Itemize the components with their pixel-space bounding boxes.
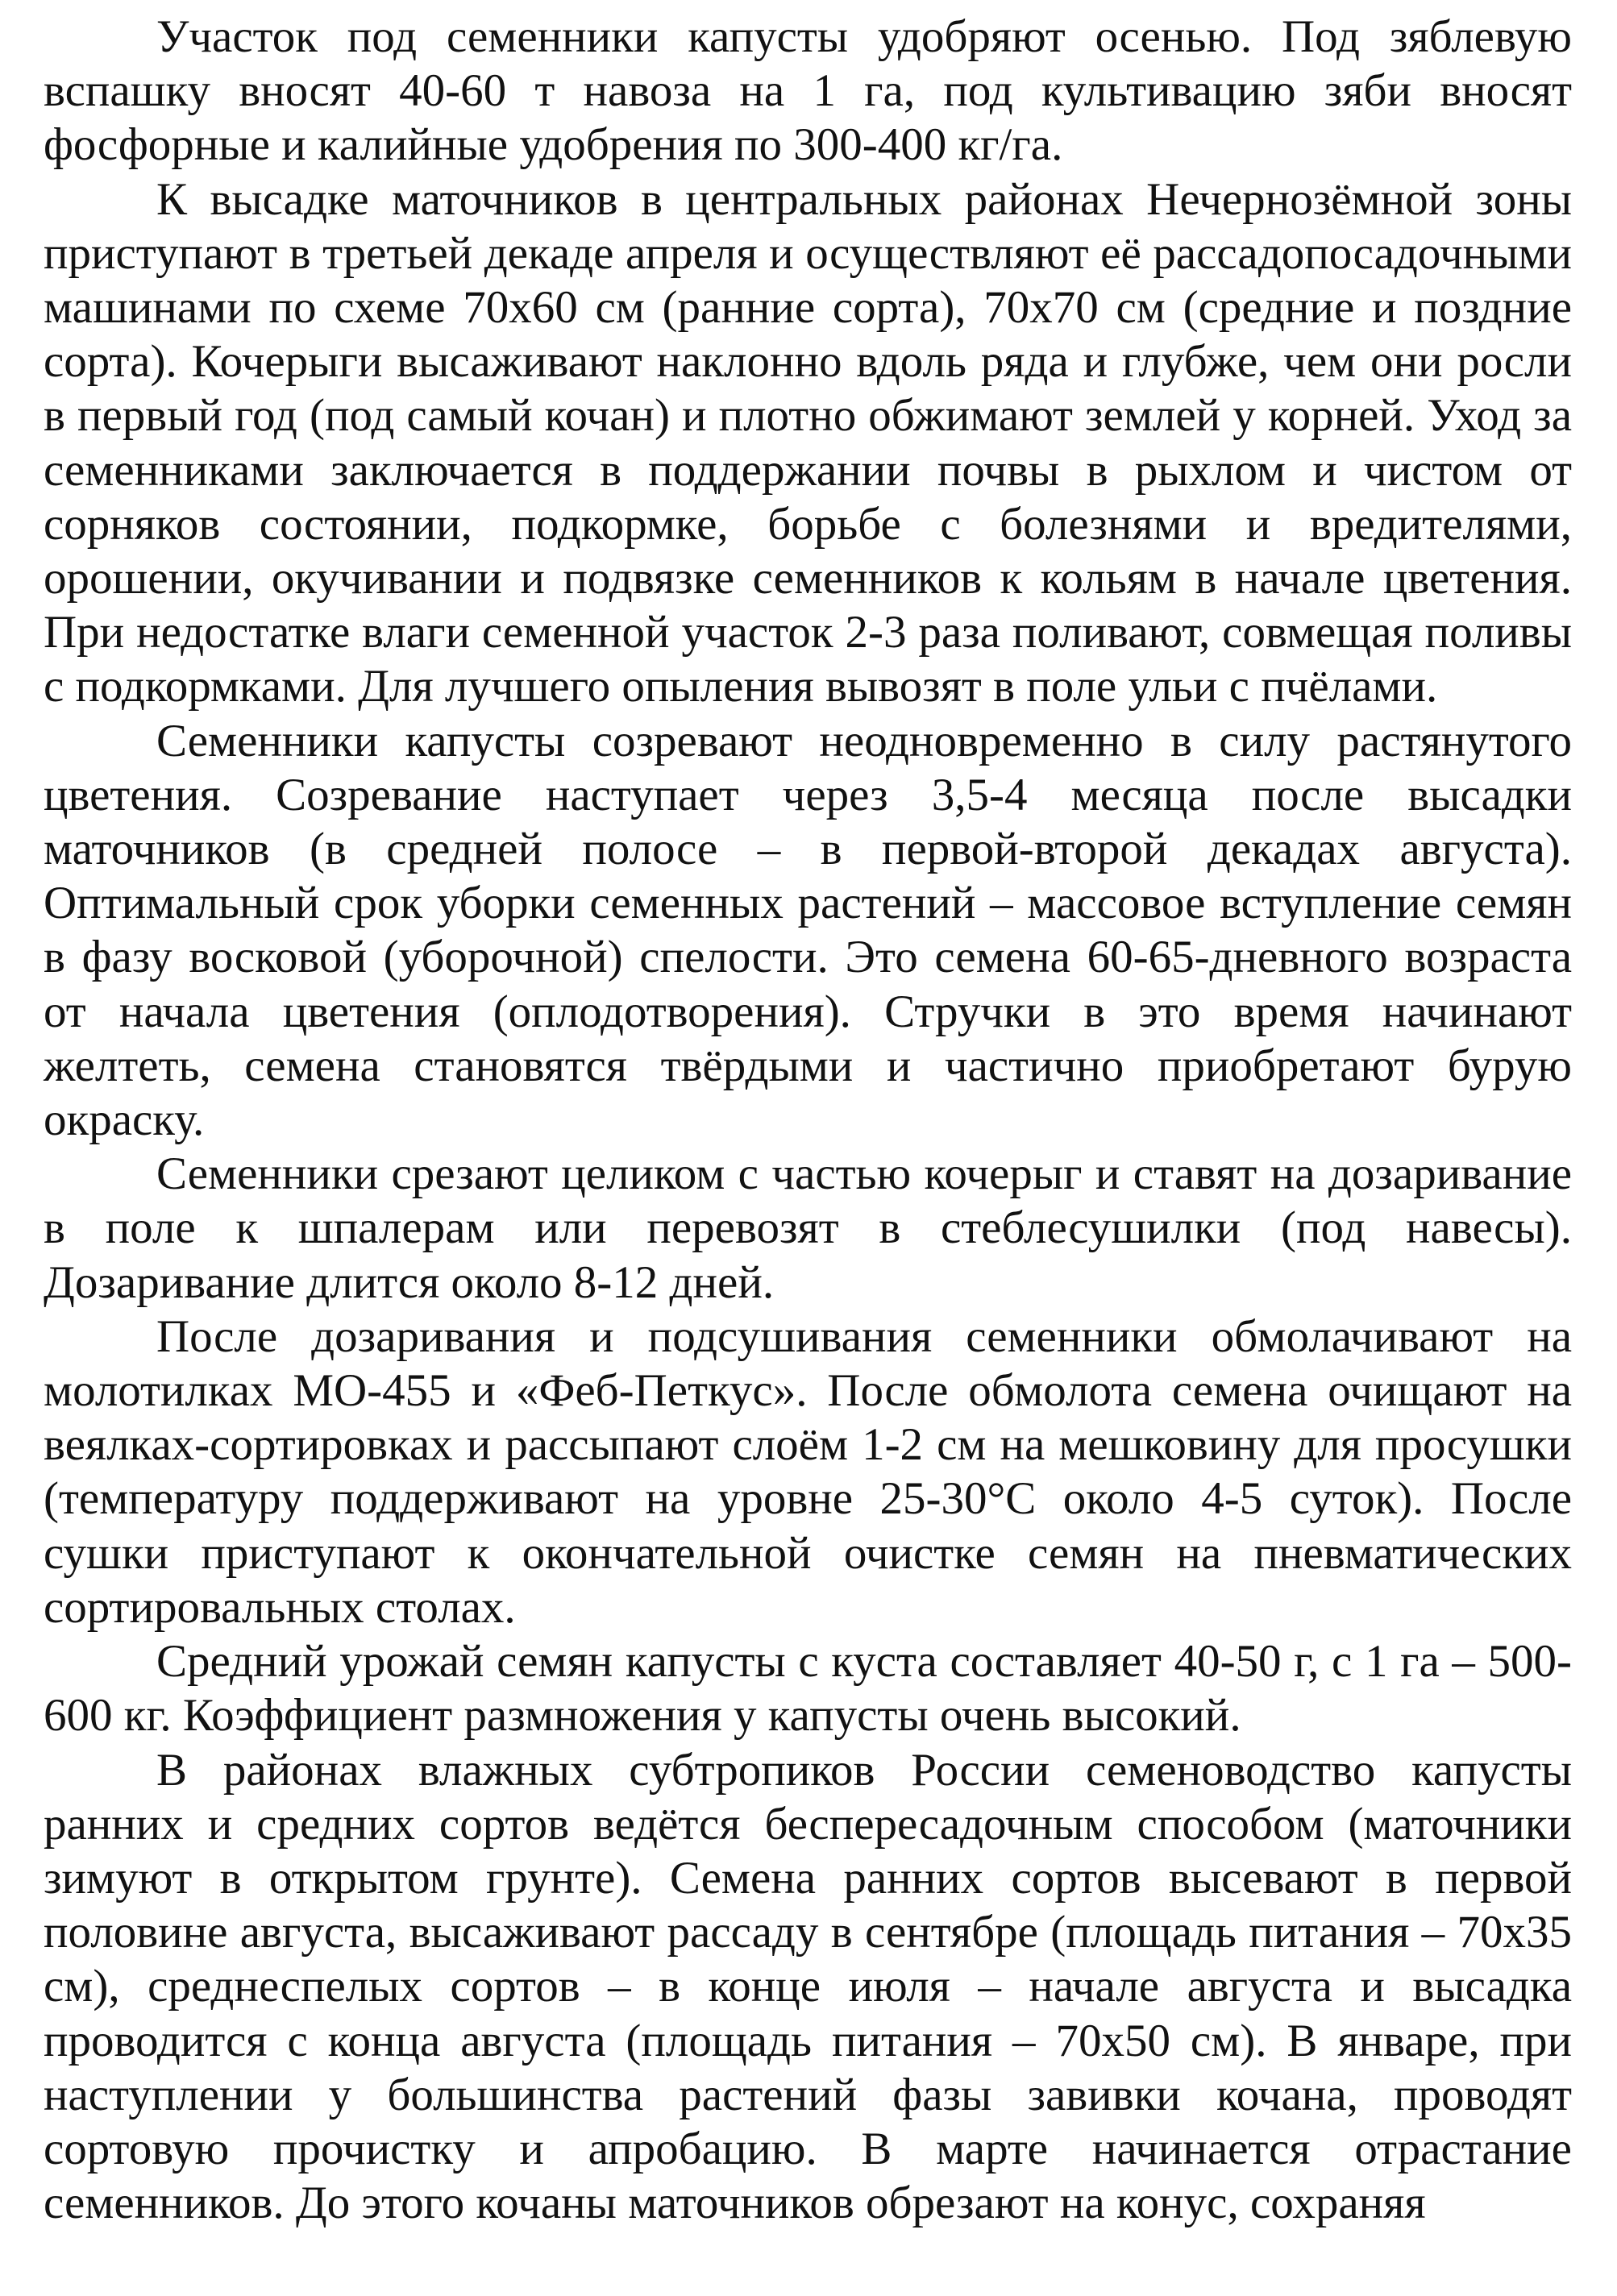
- paragraph-fertilization: Участок под семенники капусты удобряют осенью. Под зяблевую вспашку вносят 40-60 т навоза на 1 га, под культивацию зяби вносят фосфорные и калийные удобрения по 300-400 кг/га.: [44, 11, 1572, 171]
- paragraph-threshing: После дозаривания и подсушивания семенники обмолачивают на молотилках МО-455 и «Феб-Петкус». После обмолота семена очищают на веялках-сортировках и рассыпают слоём 1-2 см на мешковину для просушки (температуру поддерживают на уровне 25-30°С около 4-5 суток). После сушки приступают к окончательной очистке семян на пневматических сортировальных столах.: [44, 1310, 1572, 1633]
- paragraph-subtropics: В районах влажных субтропиков России семеноводство капусты ранних и средних сортов ведётся беспересадочным способом (маточники зимуют в открытом грунте). Семена ранних сортов высевают в первой половине августа, высаживают рассаду в сентябре (площадь питания – 70x35 см), среднеспелых сортов – в конце июля – начале августа и высадка проводится с конца августа (площадь питания – 70x50 см). В январе, при наступлении у большинства растений фазы завивки кочана, проводят сортовую прочистку и апробацию. В марте начинается отрастание семенников. До этого кочаны маточников обрезают на конус, сохраняя: [44, 1744, 1572, 2229]
- paragraph-cutting: Семенники срезают целиком с частью кочерыг и ставят на дозаривание в поле к шпалерам или перевозят в стеблесушилки (под навесы). Дозаривание длится около 8-12 дней.: [44, 1148, 1572, 1308]
- paragraph-yield: Средний урожай семян капусты с куста составляет 40-50 г, с 1 га – 500-600 кг. Коэффициент размножения у капусты очень высокий.: [44, 1636, 1572, 1742]
- paragraph-ripening: Семенники капусты созревают неодновременно в силу растянутого цветения. Созревание наступает через 3,5-4 месяца после высадки маточников (в средней полосе – в первой-второй декадах августа). Оптимальный срок уборки семенных растений – массовое вступление семян в фазу восковой (уборочной) спелости. Это семена 60-65-дневного возраста от начала цветения (оплодотворения). Стручки в это время начинают желтеть, семена становятся твёрдыми и частично приобретают бурую окраску.: [44, 715, 1572, 1146]
- paragraph-planting-and-care: К высадке маточников в центральных районах Нечернозёмной зоны приступают в третьей декаде апреля и осуществляют её рассадопосадочными машинами по схеме 70x60 см (ранние сорта), 70x70 см (средние и поздние сорта). Кочерыги высаживают наклонно вдоль ряда и глубже, чем они росли в первый год (под самый кочан) и плотно обжимают землей у корней. Уход за семенниками заключается в поддержании почвы в рыхлом и чистом от сорняков состоянии, подкормке, борьбе с болезнями и вредителями, орошении, окучивании и подвязке семенников к кольям в начале цветения. При недостатке влаги семенной участок 2-3 раза поливают, совмещая поливы с подкормками. Для лучшего опыления вывозят в поле ульи с пчёлами.: [44, 173, 1572, 712]
